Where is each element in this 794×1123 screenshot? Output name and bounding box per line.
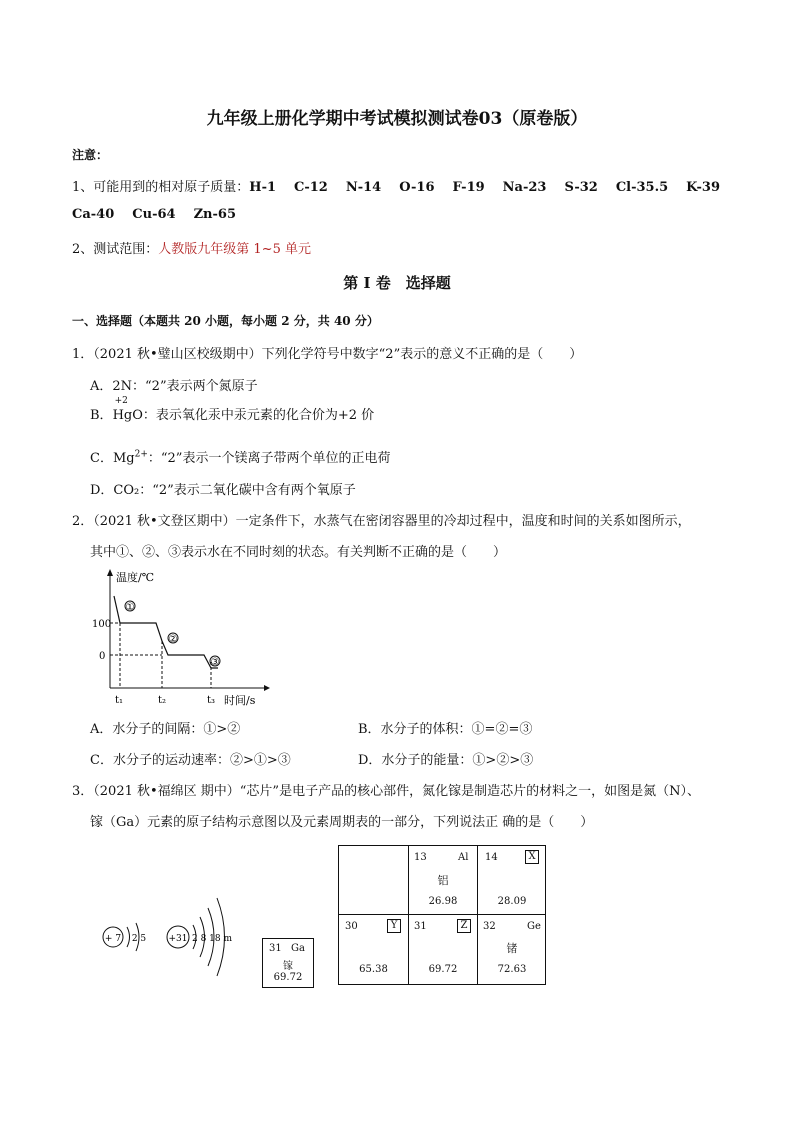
atomic-mass-item: Cl-35.5 [615,180,669,195]
x-tick-t1: t₁ [115,695,124,706]
ga-name: 镓 [283,961,293,972]
q2-stem-line1: 2．（2021 秋•文登区期中）一定条件下，水蒸气在密闭容器里的冷却过程中，温度和时间的关系如图所示， [72,514,691,529]
q1-b-text: ：表示氧化汞中汞元素的化合价为+2 价 [142,408,375,423]
q3-stem-line1: 3．（2021 秋•福绵区 期中）“芯片”是电子产品的核心部件，氮化镓是制造芯片的材料之一，如图是氮（N）、 [72,784,700,799]
y-tick-0: 0 [99,651,106,662]
atomic-mass-item: Na-23 [502,180,547,195]
x-mass: 28.09 [497,896,527,907]
ge-symbol: Ge [527,921,541,932]
ge-mass: 72.63 [497,964,527,975]
notice-item-1-prefix: 1、可能用到的相对原子质量： [72,180,250,195]
x-axis-arrow [264,685,270,691]
q1-option-a: A．2N：“2”表示两个氮原子 [90,379,258,394]
atomic-mass-item: C-12 [294,180,328,195]
q1-c-prefix: C．Mg [90,451,135,466]
q3-stem-line2: 镓（Ga）元素的原子结构示意图以及元素周期表的一部分，下列说法正 确的是（ ） [90,815,594,830]
q2-option-c: C．水分子的运动速率：②>①>③ [90,753,291,768]
ga-symbol: Ga [291,943,305,954]
al-atomic-number: 13 [414,852,427,863]
periodic-table-fragment [338,845,546,985]
ge-name: 锗 [506,942,518,955]
y-tick-100: 100 [92,619,112,630]
page-title: 九年级上册化学期中考试模拟测试卷03（原卷版） [206,109,588,129]
n-shell-electrons: 2 5 [131,934,147,944]
q1-option-c [90,447,390,466]
atomic-mass-item: H-1 [249,180,277,195]
atomic-mass-list-1 [249,180,738,195]
atom-structure-diagrams [96,886,256,990]
part1-header: 一、选择题（本题共 20 小题，每小题 2 分，共 40 分） [72,314,379,328]
y-axis-arrow [107,569,113,576]
x-atomic-number: 14 [485,852,498,863]
n-shell-1 [127,927,130,947]
state-3-label: ③ [210,657,220,668]
ga-mass: 69.72 [273,972,303,983]
y-axis-label: 温度/℃ [116,571,155,584]
section-title: 第 I 卷 选择题 [343,274,451,292]
q1-b-prefix: B． [90,408,113,423]
ge-atomic-number: 32 [483,921,496,932]
notice-item-1 [72,176,738,195]
ga-nucleus-label: +31 [168,934,188,944]
atomic-mass-item: Cu-64 [132,207,176,222]
al-name: 铝 [437,874,449,887]
temperature-time-graph [86,566,276,708]
ga-element-box [262,938,314,988]
al-mass: 26.98 [428,896,458,907]
z-atomic-number: 31 [414,921,427,932]
atomic-mass-item: O-16 [399,180,435,195]
atomic-mass-item: Ca-40 [72,207,115,222]
al-symbol: Al [458,852,469,863]
notice-item-2 [72,238,311,257]
atomic-mass-item: K-39 [686,180,721,195]
x-tick-t3: t₃ [207,695,216,706]
ga-shell-electrons: 2 8 18 m [191,934,233,944]
y-atomic-number: 30 [345,921,358,932]
atomic-mass-item: N-14 [345,180,382,195]
q1-option-b [90,396,375,434]
q1-stem: 1．（2021 秋•璧山区校级期中）下列化学符号中数字“2”表示的意义不正确的是（ ） [72,347,583,362]
n-nucleus-label: + 7 [104,934,122,944]
q2-option-a: A．水分子的间隔：①>② [90,722,241,737]
q2-stem-line2: 其中①、②、③表示水在不同时刻的状态。有关判断不正确的是（ ） [90,545,507,560]
z-symbol-box: Z [457,919,471,933]
atomic-mass-list-2 [72,207,254,222]
x-tick-t2: t₂ [158,695,167,706]
ga-atomic-number: 31 [269,943,282,954]
x-symbol-box: X [525,850,539,864]
table-hline [339,914,545,915]
q1-b-valence: +2 [114,396,128,406]
q1-c-charge: 2+ [134,449,148,460]
state-2-label: ② [168,634,178,645]
q2-option-b: B．水分子的体积：①=②=③ [358,722,533,737]
z-mass: 69.72 [428,964,458,975]
atomic-mass-item: F-19 [452,180,485,195]
q2-option-d: D．水分子的能量：①>②>③ [358,753,534,768]
atomic-mass-item: Zn-65 [193,207,236,222]
notice-label: 注意： [72,148,109,162]
y-mass: 65.38 [359,964,388,975]
q1-b-formula: HgO [112,408,143,423]
y-symbol-box: Y [387,919,401,933]
x-axis-label: 时间/s [224,694,256,707]
state-1-label: ① [125,602,135,613]
notice-item-2-prefix: 2、测试范围： [72,242,159,257]
test-scope: 人教版九年级第 1~5 单元 [158,242,311,257]
q1-option-d: D．CO₂：“2”表示二氧化碳中含有两个氧原子 [90,483,356,498]
atomic-mass-item: S-32 [564,180,598,195]
q1-c-text: ：“2”表示一个镁离子带两个单位的正电荷 [147,451,391,466]
q1-b-formula-wrap [112,396,143,423]
